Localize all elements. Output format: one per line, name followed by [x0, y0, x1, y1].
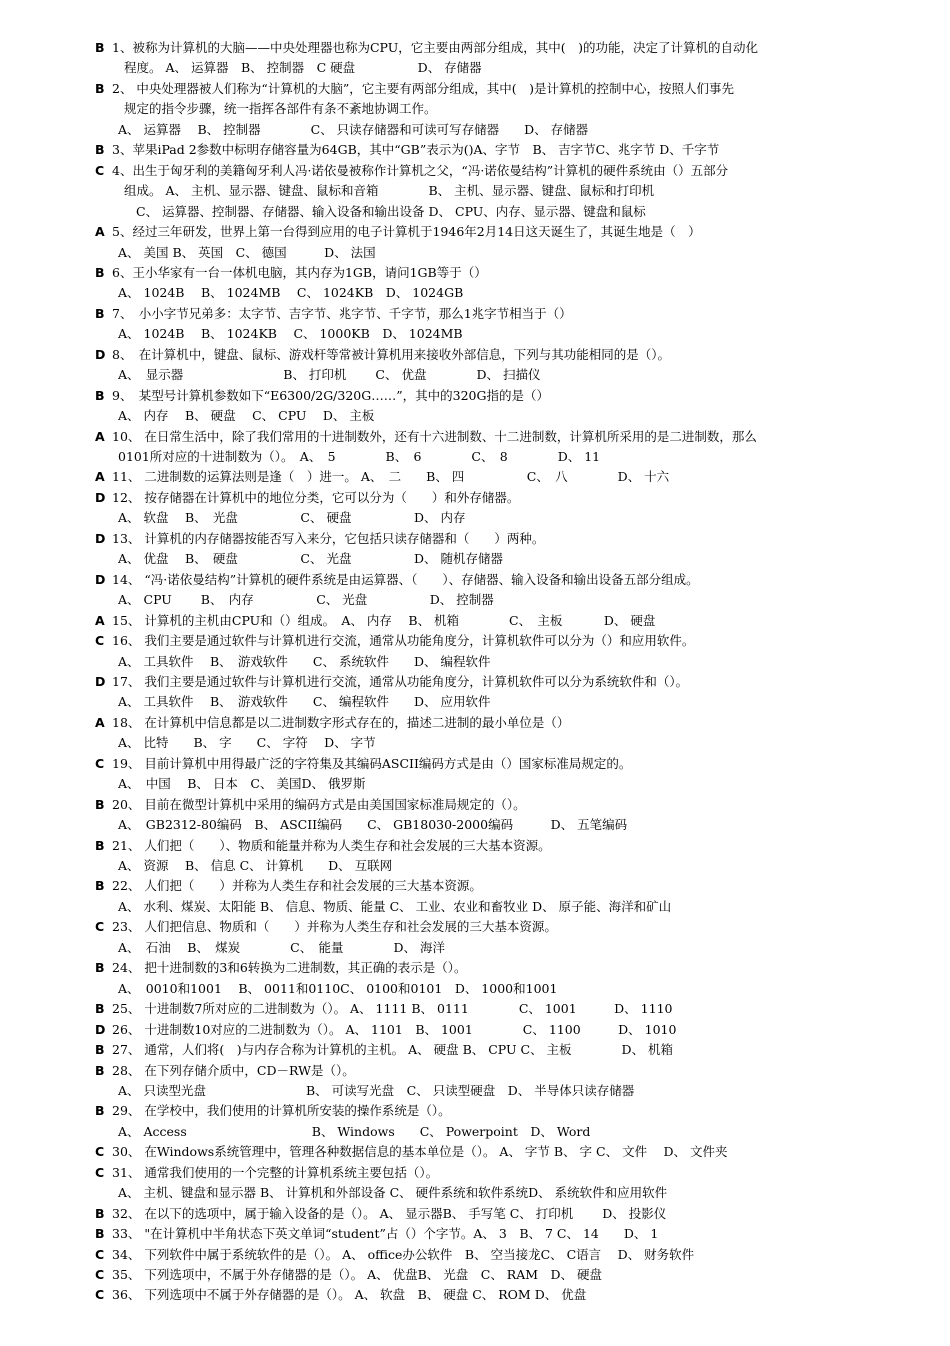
question-text: 14、 “冯·诺依曼结构”计算机的硬件系统是由运算器、（ ）、存储器、输入设备和输出设备五部分组成。 — [112, 571, 699, 587]
question-line — [0, 1265, 950, 1285]
question-text: 26、 十进制数10对应的二进制数为（）。 A、 1101 B、 1001 C、 1100 D、 1010 — [112, 1021, 677, 1037]
option-line — [0, 856, 950, 876]
question-line — [0, 876, 950, 896]
answer-key: D — [95, 571, 106, 587]
option-line — [0, 979, 950, 999]
question-line — [0, 1245, 950, 1265]
option-line — [0, 324, 950, 344]
question-text: 34、 下列软件中属于系统软件的是（）。 A、 office办公软件 B、 空当接龙C、 C语言 D、 财务软件 — [112, 1246, 695, 1262]
options-text: A、 水利、煤炭、太阳能 B、 信息、物质、能量 C、 工业、农业和畜牧业 D、 原子能、海洋和矿山 — [118, 898, 672, 914]
option-line — [0, 897, 950, 917]
question-line — [0, 958, 950, 978]
option-line — [0, 1122, 950, 1142]
question-text: 12、 按存储器在计算机中的地位分类，它可以分为（ ）和外存储器。 — [112, 489, 520, 505]
option-line — [0, 447, 950, 467]
answer-key: B — [95, 1226, 105, 1242]
question-text: 21、 人们把（ ）、物质和能量并称为人类生存和社会发展的三大基本资源。 — [112, 837, 551, 853]
question-line — [0, 999, 950, 1019]
answer-key: B — [95, 837, 105, 853]
answer-key: B — [95, 1042, 105, 1058]
question-line — [0, 1020, 950, 1040]
question-line — [0, 1285, 950, 1305]
question-text: 30、 在Windows系统管理中，管理各种数据信息的基本单位是（）。 A、 字节 B、 字 C、 文件 D、 文件夹 — [112, 1144, 728, 1160]
option-line — [0, 938, 950, 958]
question-text: 10、 在日常生活中，除了我们常用的十进制数外，还有十六进制数、十二进制数，计算机所采用的是二进制数，那么 — [112, 428, 757, 444]
options-text: A、 比特 B、 字 C、 字符 D、 字节 — [118, 735, 376, 751]
question-line — [0, 161, 950, 181]
option-line — [0, 365, 950, 385]
question-line — [0, 754, 950, 774]
answer-key: D — [95, 530, 106, 546]
options-text: 0101所对应的十进制数为（）。 A、 5 B、 6 C、 8 D、 11 — [118, 449, 601, 464]
answer-key: C — [95, 1246, 105, 1262]
question-line — [0, 611, 950, 631]
question-line — [0, 467, 950, 487]
question-line — [0, 672, 950, 692]
answer-key: B — [95, 878, 105, 894]
option-line — [0, 692, 950, 712]
option-line — [0, 549, 950, 569]
answer-key: C — [95, 633, 105, 649]
question-text: 3、苹果iPad 2参数中标明存储容量为64GB，其中“GB”表示为()A、字节 B、 吉字节C、兆字节 D、千字节 — [112, 142, 720, 158]
question-text: 24、 把十进制数的3和6转换为二进制数，其正确的表示是（）。 — [112, 960, 467, 976]
question-line — [0, 529, 950, 549]
options-text: A、 主机、键盘和显示器 B、 计算机和外部设备 C、 硬件系统和软件系统D、 系统软件和应用软件 — [118, 1185, 668, 1201]
options-text: A、 中国 B、 日本 C、 美国D、 俄罗斯 — [118, 776, 366, 792]
question-text: 31、 通常我们使用的一个完整的计算机系统主要包括（）。 — [112, 1164, 439, 1180]
options-text: A、 工具软件 B、 游戏软件 C、 系统软件 D、 编程软件 — [118, 653, 491, 669]
options-text: A、 0010和1001 B、 0011和0110C、 0100和0101 D、 1000和1001 — [118, 980, 558, 996]
options-text: 规定的指令步骤，统一指挥各部件有条不紊地协调工作。 — [124, 101, 437, 117]
answer-key: B — [95, 80, 105, 96]
question-line — [0, 304, 950, 324]
question-text: 32、 在以下的选项中，属于输入设备的是（）。 A、 显示器B、 手写笔 C、 打印机 D、 投影仪 — [112, 1205, 667, 1221]
question-text: 1、被称为计算机的大脑——中央处理器也称为CPU，它主要由两部分组成，其中( )的功能，决定了计算机的自动化 — [112, 40, 758, 55]
option-line — [0, 243, 950, 263]
question-text: 13、 计算机的内存储器按能否写入来分，它包括只读存储器和（ ）两种。 — [112, 530, 545, 546]
question-line — [0, 1224, 950, 1244]
options-text: A、 石油 B、 煤炭 C、 能量 D、 海洋 — [118, 939, 445, 955]
question-text: 33、 "在计算机中半角状态下英文单词“student”占（）个字节。A、 3 B、 7 C、 14 D、 1 — [112, 1226, 659, 1242]
answer-key: D — [95, 489, 106, 505]
answer-key: B — [95, 305, 105, 321]
option-line — [0, 652, 950, 672]
answer-key: C — [95, 1287, 105, 1303]
options-text: A、 CPU B、 内存 C、 光盘 D、 控制器 — [118, 592, 494, 608]
option-line — [0, 1081, 950, 1101]
options-text: A、 软盘 B、 光盘 C、 硬盘 D、 内存 — [118, 510, 466, 526]
option-line — [0, 181, 950, 201]
answer-key: B — [95, 264, 105, 280]
answer-key: A — [95, 714, 105, 730]
option-line — [0, 283, 950, 303]
question-line — [0, 570, 950, 590]
question-line — [0, 488, 950, 508]
answer-key: C — [95, 1267, 105, 1282]
options-text: C、 运算器、控制器、存储器、输入设备和输出设备 D、 CPU、内存、显示器、键盘和鼠标 — [136, 203, 646, 219]
option-line — [0, 815, 950, 835]
question-line — [0, 427, 950, 447]
answer-key: B — [95, 1062, 105, 1078]
question-text: 4、出生于匈牙利的美籍匈牙利人冯·诺依曼被称作计算机之父，“冯·诺依曼结构”计算机的硬件系统由（）五部分 — [112, 162, 729, 178]
answer-key: B — [95, 40, 105, 55]
answer-key: C — [95, 1144, 105, 1160]
question-text: 5、经过三年研发，世界上第一台得到应用的电子计算机于1946年2月14日这天诞生了，其诞生地是（ ） — [112, 224, 701, 240]
question-text: 36、 下列选项中不属于外存储器的是（）。 A、 软盘 B、 硬盘 C、 ROM D、 优盘 — [112, 1287, 587, 1303]
answer-key: A — [95, 469, 105, 485]
question-line — [0, 345, 950, 365]
answer-key: A — [95, 428, 105, 444]
question-line — [0, 713, 950, 733]
question-line — [0, 1101, 950, 1121]
question-line — [0, 140, 950, 160]
options-text: 组成。 A、 主机、显示器、键盘、鼠标和音箱 B、 主机、显示器、键盘、鼠标和打印机 — [124, 183, 655, 199]
question-text: 19、 目前计算机中用得最广泛的字符集及其编码ASCII编码方式是由（）国家标准局规定的。 — [112, 755, 632, 771]
question-line — [0, 1142, 950, 1162]
option-line — [0, 120, 950, 140]
question-line — [0, 1040, 950, 1060]
options-text: A、 Access B、 Windows C、 Powerpoint D、 Word — [118, 1123, 591, 1139]
answer-key: C — [95, 1164, 105, 1180]
answer-key: D — [95, 346, 106, 362]
question-line — [0, 263, 950, 283]
answer-key: B — [95, 142, 105, 158]
question-text: 25、 十进制数7所对应的二进制数为（）。 A、 1111 B、 0111 C、 1001 D、 1110 — [112, 1001, 673, 1017]
option-line — [0, 733, 950, 753]
options-text: A、 工具软件 B、 游戏软件 C、 编程软件 D、 应用软件 — [118, 694, 491, 710]
question-text: 11、 二进制数的运算法则是逢（ ）进一。 A、 二 B、 四 C、 八 D、 十六 — [112, 469, 670, 485]
options-text: A、 显示器 B、 打印机 C、 优盘 D、 扫描仪 — [118, 367, 541, 383]
answer-key: C — [95, 919, 105, 935]
question-text: 28、 在下列存储介质中，CD－RW是（）。 — [112, 1062, 355, 1078]
question-text: 15、 计算机的主机由CPU和（）组成。 A、 内存 B、 机箱 C、 主板 D、 硬盘 — [112, 612, 656, 628]
options-text: A、 资源 B、 信息 C、 计算机 D、 互联网 — [118, 858, 393, 873]
question-text: 6、王小华家有一台一体机电脑，其内存为1GB，请问1GB等于（） — [112, 264, 487, 280]
question-line — [0, 1163, 950, 1183]
option-line — [0, 202, 950, 222]
answer-key: D — [95, 1021, 106, 1037]
answer-key: C — [95, 162, 105, 178]
question-text: 35、 下列选项中，不属于外存储器的是（）。 A、 优盘B、 光盘 C、 RAM D、 硬盘 — [112, 1267, 603, 1282]
answer-key: A — [95, 612, 105, 628]
options-text: A、 只读型光盘 B、 可读写光盘 C、 只读型硬盘 D、 半导体只读存储器 — [118, 1082, 635, 1098]
option-line — [0, 774, 950, 794]
option-line — [0, 58, 950, 78]
question-text: 23、 人们把信息、物质和（ ）并称为人类生存和社会发展的三大基本资源。 — [112, 919, 557, 935]
question-text: 22、 人们把（ ）并称为人类生存和社会发展的三大基本资源。 — [112, 878, 482, 894]
option-line — [0, 99, 950, 119]
question-line — [0, 38, 950, 58]
question-line — [0, 917, 950, 937]
options-text: A、 运算器 B、 控制器 C、 只读存储器和可读可写存储器 D、 存储器 — [118, 121, 589, 137]
question-line — [0, 79, 950, 99]
question-line — [0, 222, 950, 242]
answer-key: D — [95, 673, 106, 689]
question-line — [0, 631, 950, 651]
options-text: A、 优盘 B、 硬盘 C、 光盘 D、 随机存储器 — [118, 551, 503, 567]
answer-key: B — [95, 960, 105, 976]
answer-key: B — [95, 1103, 105, 1119]
option-line — [0, 590, 950, 610]
question-text: 17、 我们主要是通过软件与计算机进行交流，通常从功能角度分，计算机软件可以分为系统软件和（）。 — [112, 673, 689, 689]
answer-key: B — [95, 1001, 105, 1017]
question-line — [0, 1061, 950, 1081]
option-line — [0, 406, 950, 426]
answer-key: C — [95, 755, 105, 771]
options-text: A、 GB2312-80编码 B、 ASCII编码 C、 GB18030-2000编码 D、 五笔编码 — [118, 817, 628, 833]
question-text: 29、 在学校中，我们使用的计算机所安装的操作系统是（）。 — [112, 1103, 451, 1119]
answer-key: A — [95, 224, 105, 240]
option-line — [0, 1183, 950, 1203]
question-text: 27、 通常，人们将( )与内存合称为计算机的主机。 A、 硬盘 B、 CPU C、 主板 D、 机箱 — [112, 1042, 674, 1058]
options-text: A、 内存 B、 硬盘 C、 CPU D、 主板 — [118, 408, 375, 424]
options-text: A、 1024B B、 1024MB C、 1024KB D、 1024GB — [118, 285, 464, 301]
question-text: 9、 某型号计算机参数如下“E6300/2G/320G……”，其中的320G指的是（） — [112, 387, 549, 403]
answer-key: B — [95, 387, 105, 403]
options-text: 程度。 A、 运算器 B、 控制器 C 硬盘 D、 存储器 — [124, 60, 482, 76]
question-text: 18、 在计算机中信息都是以二进制数字形式存在的，描述二进制的最小单位是（） — [112, 714, 570, 730]
question-line — [0, 1204, 950, 1224]
question-text: 8、 在计算机中，键盘、鼠标、游戏杆等常被计算机用来接收外部信息，下列与其功能相同的是（）。 — [112, 346, 670, 362]
question-line — [0, 795, 950, 815]
answer-key: B — [95, 1205, 105, 1221]
options-text: A、 美国 B、 英国 C、 德国 D、 法国 — [118, 244, 376, 260]
option-line — [0, 508, 950, 528]
question-text: 2、 中央处理器被人们称为“计算机的大脑”，它主要有两部分组成，其中( )是计算机的控制中心，按照人们事先 — [112, 80, 734, 96]
question-text: 16、 我们主要是通过软件与计算机进行交流，通常从功能角度分，计算机软件可以分为（）和应用软件。 — [112, 633, 695, 649]
question-line — [0, 836, 950, 856]
question-text: 20、 目前在微型计算机中采用的编码方式是由美国国家标准局规定的（）。 — [112, 796, 526, 812]
options-text: A、 1024B B、 1024KB C、 1000KB D、 1024MB — [118, 326, 463, 342]
question-line — [0, 386, 950, 406]
question-text: 7、 小小字节兄弟多：太字节、吉字节、兆字节、千字节，那么1兆字节相当于（） — [112, 305, 572, 321]
answer-key: B — [95, 796, 105, 812]
